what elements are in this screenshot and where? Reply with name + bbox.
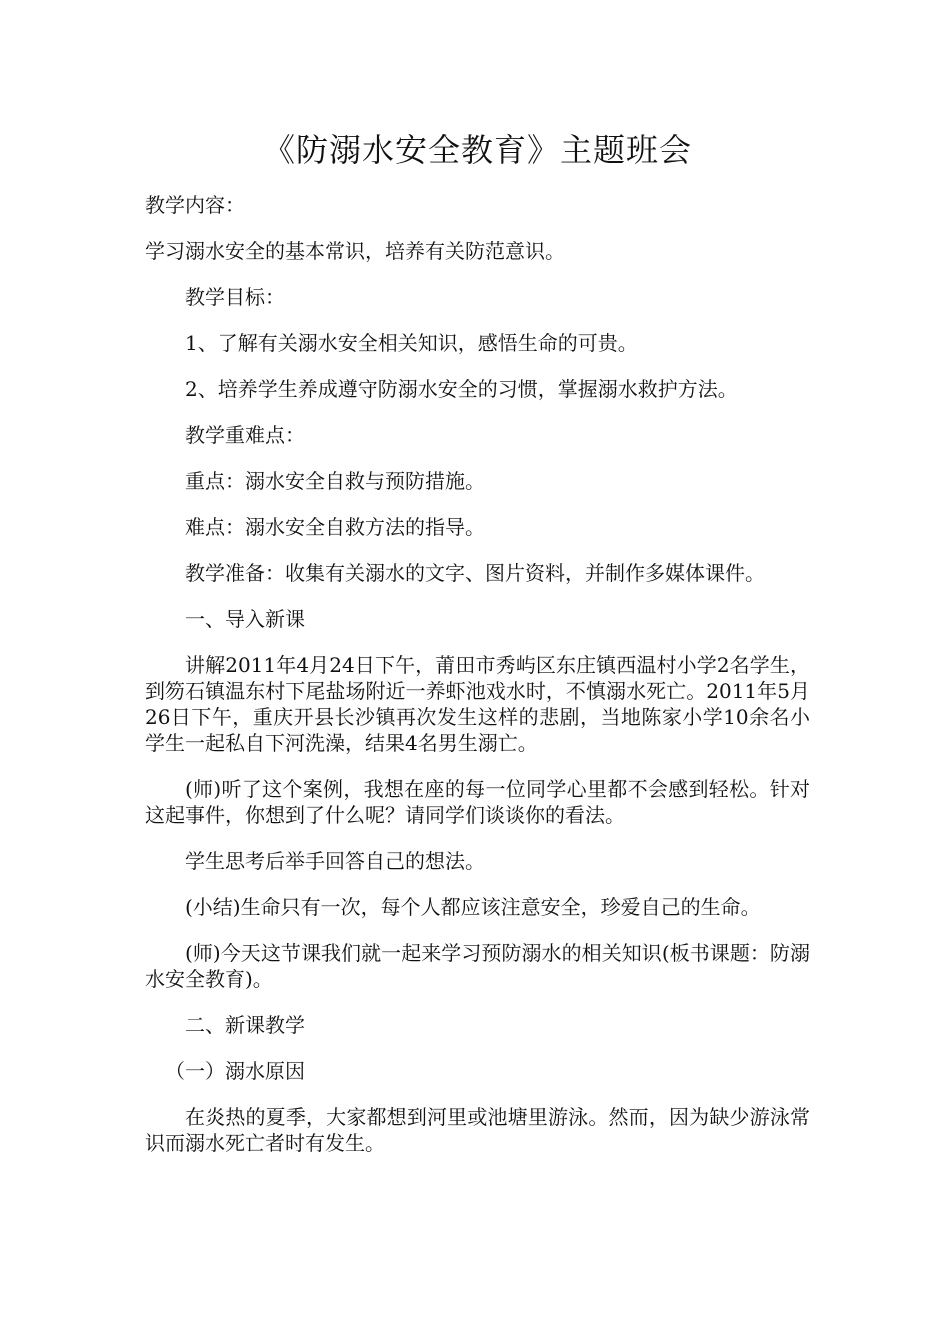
drowning-causes-paragraph: 在炎热的夏季，大家都想到河里或池塘里游泳。然而，因为缺少游泳常识而溺水死亡者时有发生。 [145, 1105, 810, 1155]
case-description-paragraph: 讲解2011年4月24日下午，莆田市秀屿区东庄镇西温村小学2名学生，到笏石镇温东村下尾盐场附近一养虾池戏水时，不慎溺水死亡。2011年5月26日下午，重庆开县长沙镇再次发生这样的悲剧，当地陈家小学10余名小学生一起私自下河洗澡，结果4名男生溺亡。 [145, 653, 810, 755]
section-heading-teaching-goals: 教学目标： [185, 285, 285, 309]
teacher-question-paragraph: (师)听了这个案例，我想在座的每一位同学心里都不会感到轻松。针对这起事件，你想到了什么呢？请同学们谈谈你的看法。 [145, 777, 810, 827]
section-heading-introduction: 一、导入新课 [185, 607, 305, 631]
teaching-goal-1: 1、了解有关溺水安全相关知识，感悟生命的可贵。 [185, 331, 638, 355]
key-point-text: 重点：溺水安全自救与预防措施。 [185, 469, 485, 493]
difficult-point-text: 难点：溺水安全自救方法的指导。 [185, 515, 485, 539]
section-heading-key-points: 教学重难点： [185, 423, 305, 447]
subsection-heading-drowning-causes: （一）溺水原因 [165, 1059, 305, 1083]
page-title: 《防溺水安全教育》主题班会 [262, 131, 692, 169]
teaching-preparation-text: 教学准备：收集有关溺水的文字、图片资料，并制作多媒体课件。 [185, 561, 765, 585]
student-response-paragraph: 学生思考后举手回答自己的想法。 [185, 849, 485, 873]
section-heading-teaching-content: 教学内容： [145, 193, 245, 217]
teacher-topic-paragraph: (师)今天这节课我们就一起来学习预防溺水的相关知识(板书课题：防溺水安全教育)。 [145, 941, 810, 991]
document-body [145, 128, 810, 1176]
summary-paragraph: (小结)生命只有一次，每个人都应该注意安全，珍爱自己的生命。 [185, 895, 761, 919]
teaching-content-text: 学习溺水安全的基本常识，培养有关防范意识。 [145, 239, 565, 263]
teaching-goal-2: 2、培养学生养成遵守防溺水安全的习惯，掌握溺水救护方法。 [185, 377, 738, 401]
section-heading-new-lesson: 二、新课教学 [185, 1013, 305, 1037]
